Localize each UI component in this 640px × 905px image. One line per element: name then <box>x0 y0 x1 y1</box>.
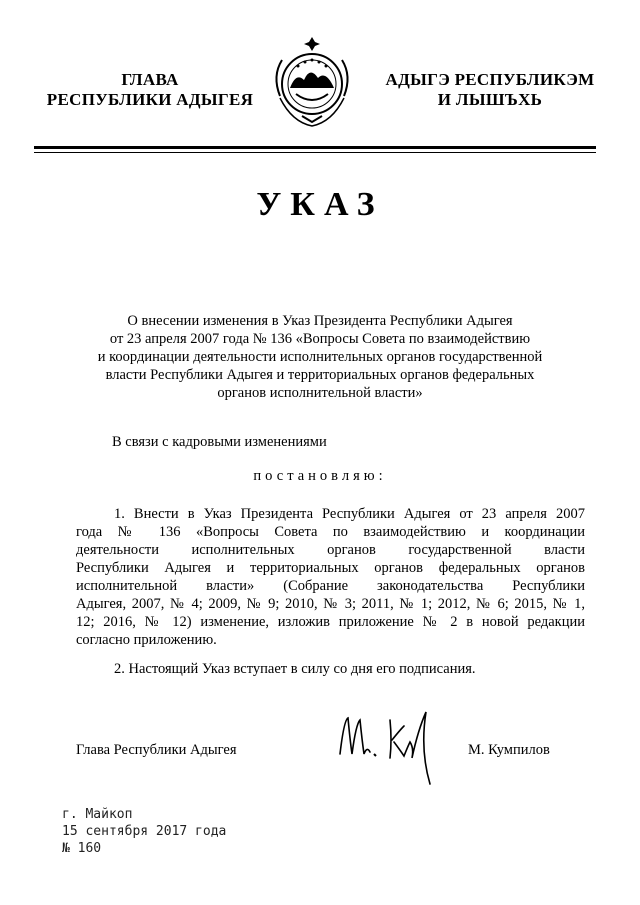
paragraph-line: согласно приложению. <box>76 632 217 648</box>
subject-line: О внесении изменения в Указ Президента Республики Адыгея <box>127 313 513 329</box>
stamp-number: № 160 <box>62 841 102 856</box>
stamp-date: 15 сентября 2017 года <box>62 824 227 839</box>
paragraph-2: 2. Настоящий Указ вступает в силу со дня его подписания. <box>114 661 476 677</box>
stamp-city: г. Майкоп <box>62 807 133 822</box>
header-rule-thin <box>34 152 596 153</box>
coat-of-arms-emblem <box>262 36 362 136</box>
header-right-line-1: АДЫГЭ РЕСПУБЛИКЭМ <box>385 70 595 89</box>
paragraph-1 <box>76 505 585 649</box>
header-rule-thick <box>34 146 596 149</box>
paragraph-line: 1. Внести в Указ Президента Республики Адыгея от 23 апреля 2007 <box>114 506 585 522</box>
header-right <box>380 70 600 110</box>
header-left <box>40 70 260 110</box>
paragraph-line: исполнительной власти» (Собрание законодательства Республики <box>76 578 585 594</box>
intro-text: В связи с кадровыми изменениями <box>112 434 327 450</box>
header-right-line-2: И ЛЫШЪХЬ <box>437 90 543 109</box>
paragraph-line: года № 136 «Вопросы Совета по взаимодействию и координации <box>76 524 585 540</box>
decree-subject <box>60 312 580 402</box>
document-title: УКАЗ <box>256 186 384 223</box>
paragraph-line: 12; 2016, № 12) изменение, изложив приложение № 2 в новой редакции <box>76 614 585 630</box>
handwritten-signature <box>334 700 444 786</box>
place-date-stamp <box>62 806 226 857</box>
subject-line: от 23 апреля 2007 года № 136 «Вопросы Совета по взаимодействию <box>109 331 531 347</box>
subject-line: и координации деятельности исполнительных органов государственной <box>97 349 543 365</box>
subject-line: органов исполнительной власти» <box>217 385 423 401</box>
signatory-title: Глава Республики Адыгея <box>76 742 237 758</box>
paragraph-line: Адыгея, 2007, № 4; 2009, № 9; 2010, № 3; 2011, № 1; 2012, № 6; 2015, № 1, <box>76 596 585 612</box>
paragraph-line: деятельности исполнительных органов государственной власти <box>76 542 585 558</box>
paragraph-line: Республики Адыгея и территориальных органов федеральных органов <box>76 560 585 576</box>
subject-line: власти Республики Адыгея и территориальных органов федеральных <box>105 367 535 383</box>
decree-word: постановляю: <box>253 468 387 484</box>
header-left-line-2: РЕСПУБЛИКИ АДЫГЕЯ <box>46 90 254 109</box>
header-left-line-1: ГЛАВА <box>121 70 179 89</box>
signatory-name: М. Кумпилов <box>468 742 550 758</box>
